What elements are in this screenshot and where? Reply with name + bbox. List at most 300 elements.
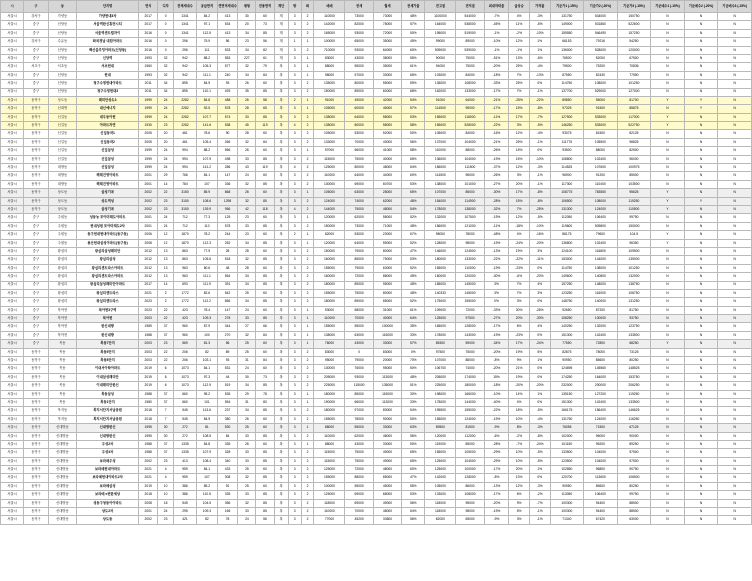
cell-jeonse[interactable]: 75000	[345, 205, 373, 213]
cell-design[interactable]: 13	[158, 273, 173, 281]
cell-price-rate[interactable]: -2%	[529, 491, 550, 499]
cell-jeonse[interactable]: 55000	[345, 424, 373, 432]
cell-rooms[interactable]: 3	[288, 466, 301, 474]
cell-sale-price[interactable]: 150000	[314, 247, 345, 255]
cell-pyeong[interactable]: 32	[238, 138, 256, 146]
cell-floor-units[interactable]: 78	[217, 516, 238, 524]
cell-base-buy-2[interactable]: N	[684, 189, 718, 197]
cell-si[interactable]: 서울시	[1, 298, 24, 306]
cell-bottom-price[interactable]: 74000	[456, 365, 484, 373]
cell-base-buy-3[interactable]: N	[718, 256, 752, 264]
cell-base-price-2[interactable]: 116000	[584, 289, 618, 297]
cell-gu[interactable]: 동작구	[24, 382, 49, 390]
cell-jeonse-ratio[interactable]: 48%	[402, 289, 425, 297]
cell-total-units[interactable]: 295	[173, 508, 196, 516]
cell-jeonse[interactable]: 64000	[345, 172, 373, 180]
cell-base-buy-3[interactable]: N	[718, 247, 752, 255]
cell-total-units[interactable]: 895	[173, 80, 196, 88]
cell-base-price-2[interactable]: 96800	[584, 466, 618, 474]
cell-si[interactable]: 서울시	[1, 113, 24, 121]
cell-total-units[interactable]: 296	[173, 46, 196, 54]
cell-surge[interactable]: 19%	[509, 247, 530, 255]
table-row[interactable]	[1, 180, 752, 188]
cell-exclusive-area[interactable]: 85	[256, 491, 274, 499]
cell-surge[interactable]: 6%	[509, 491, 530, 499]
cell-sale-price[interactable]: 180000	[314, 407, 345, 415]
cell-pyeong[interactable]: 24	[238, 306, 256, 314]
cell-price-rate[interactable]: -8%	[529, 105, 550, 113]
cell-sale-price[interactable]: 120000	[314, 214, 345, 222]
cell-exclusive-area[interactable]: 58	[256, 96, 274, 104]
cell-exclusive-area[interactable]: 60	[256, 466, 274, 474]
cell-si[interactable]: 서울시	[1, 457, 24, 465]
cell-rooms[interactable]: 3	[288, 457, 301, 465]
table-row[interactable]	[1, 130, 752, 138]
table-row[interactable]	[1, 432, 752, 440]
cell-si[interactable]: 서울시	[1, 21, 24, 29]
table-row[interactable]	[1, 239, 752, 247]
cell-base-price-2[interactable]: 113600	[584, 474, 618, 482]
cell-rooms[interactable]: 3	[288, 222, 301, 230]
cell-exclusive-area[interactable]: 85	[256, 508, 274, 516]
cell-rooms[interactable]: 3	[288, 482, 301, 490]
cell-supply-area[interactable]: 82	[197, 348, 218, 356]
cell-base-buy-1[interactable]: N	[651, 138, 685, 146]
cell-stairs[interactable]: 복	[274, 172, 288, 180]
cell-gu[interactable]: 동작구	[24, 155, 49, 163]
cell-rooms[interactable]: 3	[288, 382, 301, 390]
cell-dong[interactable]: 목동	[48, 373, 76, 381]
cell-monthly[interactable]: 49000	[373, 449, 401, 457]
cell-base-price-2[interactable]: 96000	[584, 432, 618, 440]
cell-base-price-3[interactable]: 108750	[617, 289, 651, 297]
cell-max-drop[interactable]: -29%	[484, 457, 509, 465]
cell-price-rate[interactable]: -1%	[529, 508, 550, 516]
cell-total-units[interactable]: 963	[173, 273, 196, 281]
cell-rooms[interactable]: 3	[288, 348, 301, 356]
cell-rooms[interactable]: 3	[288, 373, 301, 381]
cell-floor-units[interactable]: 533	[217, 46, 238, 54]
cell-price-rate[interactable]: 3%	[529, 289, 550, 297]
cell-base-buy-3[interactable]: N	[718, 189, 752, 197]
cell-si[interactable]: 서울시	[1, 13, 24, 21]
cell-base-price-2[interactable]: 75200	[584, 63, 618, 71]
cell-bottom-price[interactable]: 121000	[456, 222, 484, 230]
cell-jeonse-ratio[interactable]: 52%	[402, 298, 425, 306]
cell-dong[interactable]: 서초동	[48, 63, 76, 71]
cell-pyeong[interactable]: 42	[238, 205, 256, 213]
cell-si[interactable]: 서울시	[1, 256, 24, 264]
cell-dong[interactable]: 신길동	[48, 138, 76, 146]
cell-stairs[interactable]: 계	[274, 29, 288, 37]
cell-max-drop[interactable]: -19%	[484, 239, 509, 247]
cell-pyeong[interactable]: 28	[238, 264, 256, 272]
cell-gu[interactable]: 동작구	[24, 457, 49, 465]
cell-base-price-1[interactable]: 232000	[550, 382, 584, 390]
cell-design[interactable]: 2	[158, 289, 173, 297]
cell-supply-area[interactable]: 97.1	[197, 21, 218, 29]
cell-monthly[interactable]: 28000	[373, 189, 401, 197]
cell-design[interactable]: 7	[158, 415, 173, 423]
cell-supply-area[interactable]: 107.9	[197, 449, 218, 457]
cell-stairs[interactable]: 복	[274, 138, 288, 146]
cell-bottom-price[interactable]: 104000	[456, 155, 484, 163]
cell-base-price-1[interactable]: 131750	[550, 13, 584, 21]
cell-bottom-price[interactable]: 519000	[456, 29, 484, 37]
cell-jeonse[interactable]: 78000	[345, 415, 373, 423]
cell-year[interactable]: 1999	[139, 164, 158, 172]
table-row[interactable]	[1, 449, 752, 457]
cell-year[interactable]: 2021	[139, 289, 158, 297]
cell-base-price-3[interactable]: 90000	[617, 432, 651, 440]
cell-supply-area[interactable]: 105.6	[197, 256, 218, 264]
cell-total-units[interactable]: 272	[173, 424, 196, 432]
cell-exclusive-area[interactable]: 60	[256, 189, 274, 197]
cell-jeonse[interactable]: 58000	[345, 306, 373, 314]
cell-gu[interactable]: 중구	[24, 256, 49, 264]
cell-peak-price[interactable]: 155000	[425, 415, 456, 423]
cell-gu[interactable]: 동작구	[24, 424, 49, 432]
cell-max-drop[interactable]: -19%	[484, 214, 509, 222]
cell-year[interactable]: 2002	[139, 205, 158, 213]
cell-peak-price[interactable]: 125000	[425, 466, 456, 474]
cell-design[interactable]: 6	[158, 373, 173, 381]
cell-surge[interactable]: -18%	[509, 222, 530, 230]
cell-stairs[interactable]: 복	[274, 96, 288, 104]
cell-monthly[interactable]: 33800	[373, 516, 401, 524]
cell-design[interactable]: 14	[158, 281, 173, 289]
cell-monthly[interactable]: 58000	[373, 122, 401, 130]
cell-bottom-price[interactable]: 89000	[456, 38, 484, 46]
cell-base-buy-1[interactable]: Y	[651, 122, 685, 130]
table-row[interactable]	[1, 214, 752, 222]
cell-peak-price[interactable]: 225000	[425, 382, 456, 390]
cell-exclusive-area[interactable]: 60	[256, 348, 274, 356]
cell-stairs[interactable]: 복	[274, 482, 288, 490]
cell-base-price-3[interactable]: 138750	[617, 281, 651, 289]
cell-si[interactable]: 서울시	[1, 516, 24, 524]
cell-base-price-2[interactable]: 529000	[584, 88, 618, 96]
cell-base-price-1[interactable]: 106500	[550, 197, 584, 205]
cell-base-buy-3[interactable]: N	[718, 105, 752, 113]
cell-jeonse[interactable]: 66000	[345, 398, 373, 406]
cell-base-buy-3[interactable]: N	[718, 449, 752, 457]
cell-si[interactable]: 서울시	[1, 466, 24, 474]
cell-dong[interactable]: 신당동	[48, 46, 76, 54]
cell-base-buy-1[interactable]: N	[651, 46, 685, 54]
cell-base-buy-3[interactable]: N	[718, 113, 752, 121]
cell-jeonse-ratio[interactable]: 54%	[402, 407, 425, 415]
cell-base-price-2[interactable]: 534000	[584, 13, 618, 21]
cell-dong[interactable]: 상도동	[48, 96, 76, 104]
cell-dong[interactable]: 신길동	[48, 122, 76, 130]
cell-exclusive-area[interactable]: 84	[256, 331, 274, 339]
cell-base-buy-3[interactable]: N	[718, 407, 752, 415]
cell-jeonse-ratio[interactable]: 48%	[402, 197, 425, 205]
cell-jeonse[interactable]: 93000	[345, 373, 373, 381]
cell-base-buy-3[interactable]: N	[718, 13, 752, 21]
cell-peak-price[interactable]: 118000	[425, 508, 456, 516]
cell-base-price-3[interactable]: 131250	[617, 298, 651, 306]
cell-pyeong[interactable]: 26	[238, 415, 256, 423]
cell-year[interactable]: 1960	[139, 63, 158, 71]
cell-base-buy-2[interactable]: Y	[684, 105, 718, 113]
cell-complex-name[interactable]: 신대방한신	[77, 424, 139, 432]
cell-jeonse[interactable]: 0	[345, 348, 373, 356]
cell-base-price-3[interactable]: 206250	[617, 382, 651, 390]
cell-dong[interactable]: 신대방동	[48, 491, 76, 499]
cell-max-drop[interactable]: -17%	[484, 105, 509, 113]
table-row[interactable]	[1, 365, 752, 373]
cell-total-units[interactable]: 206	[173, 348, 196, 356]
table-row[interactable]	[1, 415, 752, 423]
cell-dong[interactable]: 주원동	[48, 239, 76, 247]
cell-floor-units[interactable]: 336	[217, 180, 238, 188]
cell-dong[interactable]: 북아현	[48, 323, 76, 331]
cell-sale-price[interactable]: 165000	[314, 29, 345, 37]
cell-floor-units[interactable]: 56	[217, 38, 238, 46]
cell-si[interactable]: 서울시	[1, 247, 24, 255]
cell-exclusive-area[interactable]: 85	[256, 449, 274, 457]
cell-pyeong[interactable]: 34	[238, 382, 256, 390]
cell-si[interactable]: 서울시	[1, 306, 24, 314]
cell-sale-price[interactable]: 110000	[314, 315, 345, 323]
cell-dong[interactable]: 북아현	[48, 306, 76, 314]
cell-floor-units[interactable]: 93	[217, 80, 238, 88]
cell-baths[interactable]: 2	[301, 155, 314, 163]
cell-jeonse-ratio[interactable]: 45%	[402, 273, 425, 281]
cell-base-buy-2[interactable]: N	[684, 239, 718, 247]
cell-monthly[interactable]: 52000	[373, 130, 401, 138]
cell-design[interactable]: 0	[158, 21, 173, 29]
cell-gu[interactable]: 중구	[24, 222, 49, 230]
cell-stairs[interactable]: 복	[274, 424, 288, 432]
cell-total-units[interactable]: 960	[173, 331, 196, 339]
cell-stairs[interactable]: 복	[274, 197, 288, 205]
table-row[interactable]	[1, 373, 752, 381]
cell-price-rate[interactable]: 0%	[529, 298, 550, 306]
cell-base-price-1[interactable]: 137700	[550, 88, 584, 96]
cell-si[interactable]: 서울시	[1, 46, 24, 54]
cell-base-buy-2[interactable]: N	[684, 432, 718, 440]
cell-base-price-2[interactable]: 102400	[584, 155, 618, 163]
cell-pyeong[interactable]: 31	[238, 357, 256, 365]
cell-exclusive-area[interactable]: 60	[256, 80, 274, 88]
cell-design[interactable]: 24	[158, 508, 173, 516]
table-row[interactable]	[1, 315, 752, 323]
cell-rooms[interactable]: 3	[288, 315, 301, 323]
cell-complex-name[interactable]: 왕십리센트라스아파트	[77, 264, 139, 272]
cell-dong[interactable]: 왕십리	[48, 281, 76, 289]
cell-jeonse[interactable]: 89000	[345, 281, 373, 289]
cell-si[interactable]: 서울시	[1, 499, 24, 507]
cell-jeonse[interactable]: 55000	[345, 63, 373, 71]
cell-si[interactable]: 서울시	[1, 63, 24, 71]
cell-base-price-3[interactable]: 73125	[617, 348, 651, 356]
cell-sale-price[interactable]: 150000	[314, 222, 345, 230]
cell-floor-units[interactable]: 237	[217, 407, 238, 415]
cell-bottom-price[interactable]: 105000	[456, 449, 484, 457]
cell-max-drop[interactable]: -30%	[484, 273, 509, 281]
cell-dong[interactable]: 신대방동	[48, 508, 76, 516]
cell-design[interactable]: 24	[158, 113, 173, 121]
cell-base-buy-2[interactable]: N	[684, 457, 718, 465]
cell-max-drop[interactable]: -28%	[484, 197, 509, 205]
cell-jeonse[interactable]: 73000	[345, 13, 373, 21]
cell-design[interactable]: 24	[158, 214, 173, 222]
cell-base-buy-2[interactable]: N	[684, 138, 718, 146]
cell-price-rate[interactable]: -1%	[529, 138, 550, 146]
cell-surge[interactable]: 6%	[509, 323, 530, 331]
cell-bottom-price[interactable]: 166000	[456, 390, 484, 398]
cell-base-price-1[interactable]: 135150	[550, 390, 584, 398]
cell-base-price-3[interactable]: 90750	[617, 466, 651, 474]
cell-rooms[interactable]: 3	[288, 390, 301, 398]
cell-sale-price[interactable]: 125000	[314, 466, 345, 474]
cell-exclusive-area[interactable]: 85	[256, 474, 274, 482]
cell-base-price-3[interactable]: 110500	[617, 205, 651, 213]
cell-baths[interactable]: 2	[301, 466, 314, 474]
cell-bottom-price[interactable]: 155000	[456, 407, 484, 415]
cell-jeonse[interactable]: 88000	[345, 474, 373, 482]
cell-base-buy-3[interactable]: N	[718, 348, 752, 356]
cell-exclusive-area[interactable]: 85	[256, 499, 274, 507]
cell-complex-name[interactable]: 래미안상도3	[77, 96, 139, 104]
cell-dong[interactable]: 신당동	[48, 21, 76, 29]
cell-jeonse[interactable]: 64000	[345, 113, 373, 121]
cell-surge[interactable]: 4%	[509, 398, 530, 406]
cell-base-price-3[interactable]: 88500	[617, 499, 651, 507]
cell-peak-price[interactable]: 118000	[425, 499, 456, 507]
cell-year[interactable]: 2011	[139, 88, 158, 96]
cell-year[interactable]: 1988	[139, 449, 158, 457]
cell-dong[interactable]: 상도동	[48, 205, 76, 213]
cell-total-units[interactable]: 712	[173, 214, 196, 222]
cell-pyeong[interactable]: 33	[238, 222, 256, 230]
cell-base-buy-2[interactable]: N	[684, 298, 718, 306]
cell-jeonse[interactable]: 93000	[345, 29, 373, 37]
cell-base-price-1[interactable]: 114750	[550, 80, 584, 88]
cell-base-price-3[interactable]: 98825	[617, 138, 651, 146]
cell-complex-name[interactable]: 보라매우성	[77, 457, 139, 465]
cell-max-drop[interactable]: -40%	[484, 398, 509, 406]
cell-gu[interactable]: 중구	[24, 331, 49, 339]
cell-base-buy-3[interactable]: N	[718, 340, 752, 348]
cell-design[interactable]: 14	[158, 180, 173, 188]
cell-pyeong[interactable]: 20	[238, 21, 256, 29]
cell-design[interactable]: 34	[158, 80, 173, 88]
cell-supply-area[interactable]: 87.9	[197, 323, 218, 331]
cell-monthly[interactable]: 73000	[373, 13, 401, 21]
cell-gu[interactable]: 동작구	[24, 122, 49, 130]
cell-gu[interactable]: 동작구	[24, 147, 49, 155]
cell-peak-price[interactable]: 128000	[425, 239, 456, 247]
cell-total-units[interactable]: 994	[173, 164, 196, 172]
cell-si[interactable]: 서울시	[1, 239, 24, 247]
cell-peak-price[interactable]: 103000	[425, 71, 456, 79]
cell-base-price-3[interactable]: 148525	[617, 365, 651, 373]
cell-pyeong[interactable]: 25	[238, 424, 256, 432]
cell-total-units[interactable]: 2282	[173, 113, 196, 121]
cell-base-price-2[interactable]: 104000	[584, 457, 618, 465]
cell-dong[interactable]: 신대방동	[48, 482, 76, 490]
cell-base-price-1[interactable]: 76055	[550, 424, 584, 432]
cell-base-buy-1[interactable]: Y	[651, 340, 685, 348]
cell-stairs[interactable]: 복	[274, 113, 288, 121]
cell-base-buy-1[interactable]: Y	[651, 197, 685, 205]
cell-price-rate[interactable]: 0%	[529, 474, 550, 482]
cell-stairs[interactable]: 복	[274, 357, 288, 365]
cell-year[interactable]: 2002	[139, 189, 158, 197]
cell-jeonse-ratio[interactable]: 53%	[402, 491, 425, 499]
cell-base-price-2[interactable]: 105500	[584, 138, 618, 146]
cell-jeonse[interactable]: 72000	[345, 273, 373, 281]
cell-complex-name[interactable]: 상도역성	[77, 197, 139, 205]
cell-peak-price[interactable]: 178000	[425, 398, 456, 406]
cell-supply-area[interactable]: 88.2	[197, 54, 218, 62]
cell-stairs[interactable]: 복	[274, 306, 288, 314]
cell-price-rate[interactable]: -33%	[529, 315, 550, 323]
cell-sale-price[interactable]: 180000	[314, 298, 345, 306]
cell-base-buy-1[interactable]: N	[651, 164, 685, 172]
cell-sale-price[interactable]: 82000	[314, 231, 345, 239]
cell-base-buy-3[interactable]: N	[718, 440, 752, 448]
cell-rooms[interactable]: 2	[288, 96, 301, 104]
cell-max-drop[interactable]: -51%	[484, 54, 509, 62]
cell-jeonse-ratio[interactable]: 58%	[402, 122, 425, 130]
cell-bottom-price[interactable]: 107500	[456, 214, 484, 222]
table-row[interactable]	[1, 273, 752, 281]
cell-max-drop[interactable]: 3%	[484, 289, 509, 297]
cell-base-buy-3[interactable]: N	[718, 222, 752, 230]
cell-complex-name[interactable]: 성동구청동아아파트	[77, 499, 139, 507]
cell-base-price-1[interactable]: 102850	[550, 466, 584, 474]
cell-year[interactable]: 2002	[139, 197, 158, 205]
cell-exclusive-area[interactable]: 56	[256, 38, 274, 46]
cell-rooms[interactable]: 3	[288, 407, 301, 415]
cell-max-drop[interactable]: -19%	[484, 264, 509, 272]
cell-dong[interactable]: 신대방동	[48, 516, 76, 524]
cell-rooms[interactable]: 3	[288, 29, 301, 37]
cell-si[interactable]: 서울시	[1, 80, 24, 88]
cell-stairs[interactable]: 복	[274, 222, 288, 230]
cell-base-price-2[interactable]: 78000	[584, 348, 618, 356]
cell-gu[interactable]: 중구	[24, 273, 49, 281]
cell-base-buy-1[interactable]: N	[651, 382, 685, 390]
cell-baths[interactable]: 2	[301, 264, 314, 272]
cell-baths[interactable]: 2	[301, 432, 314, 440]
cell-supply-area[interactable]: 107.7	[197, 113, 218, 121]
cell-sale-price[interactable]: 138000	[314, 122, 345, 130]
cell-jeonse-ratio[interactable]: 60%	[402, 466, 425, 474]
cell-base-buy-2[interactable]: N	[684, 205, 718, 213]
cell-base-buy-3[interactable]: N	[718, 508, 752, 516]
cell-base-price-3[interactable]: 109500	[617, 247, 651, 255]
cell-max-drop[interactable]: -20%	[484, 348, 509, 356]
cell-floor-units[interactable]: 44	[217, 373, 238, 381]
cell-base-price-3[interactable]: 96000	[617, 155, 651, 163]
cell-si[interactable]: 서울시	[1, 482, 24, 490]
cell-sale-price[interactable]: 125000	[314, 164, 345, 172]
cell-total-units[interactable]: 1073	[173, 382, 196, 390]
cell-supply-area[interactable]: 112.5	[197, 29, 218, 37]
cell-jeonse-ratio[interactable]: 64%	[402, 508, 425, 516]
cell-price-rate[interactable]: -4%	[529, 415, 550, 423]
cell-base-price-1[interactable]: 119600	[550, 222, 584, 230]
cell-base-buy-1[interactable]: N	[651, 440, 685, 448]
cell-jeonse[interactable]: 74000	[345, 197, 373, 205]
cell-total-units[interactable]: 863	[173, 256, 196, 264]
